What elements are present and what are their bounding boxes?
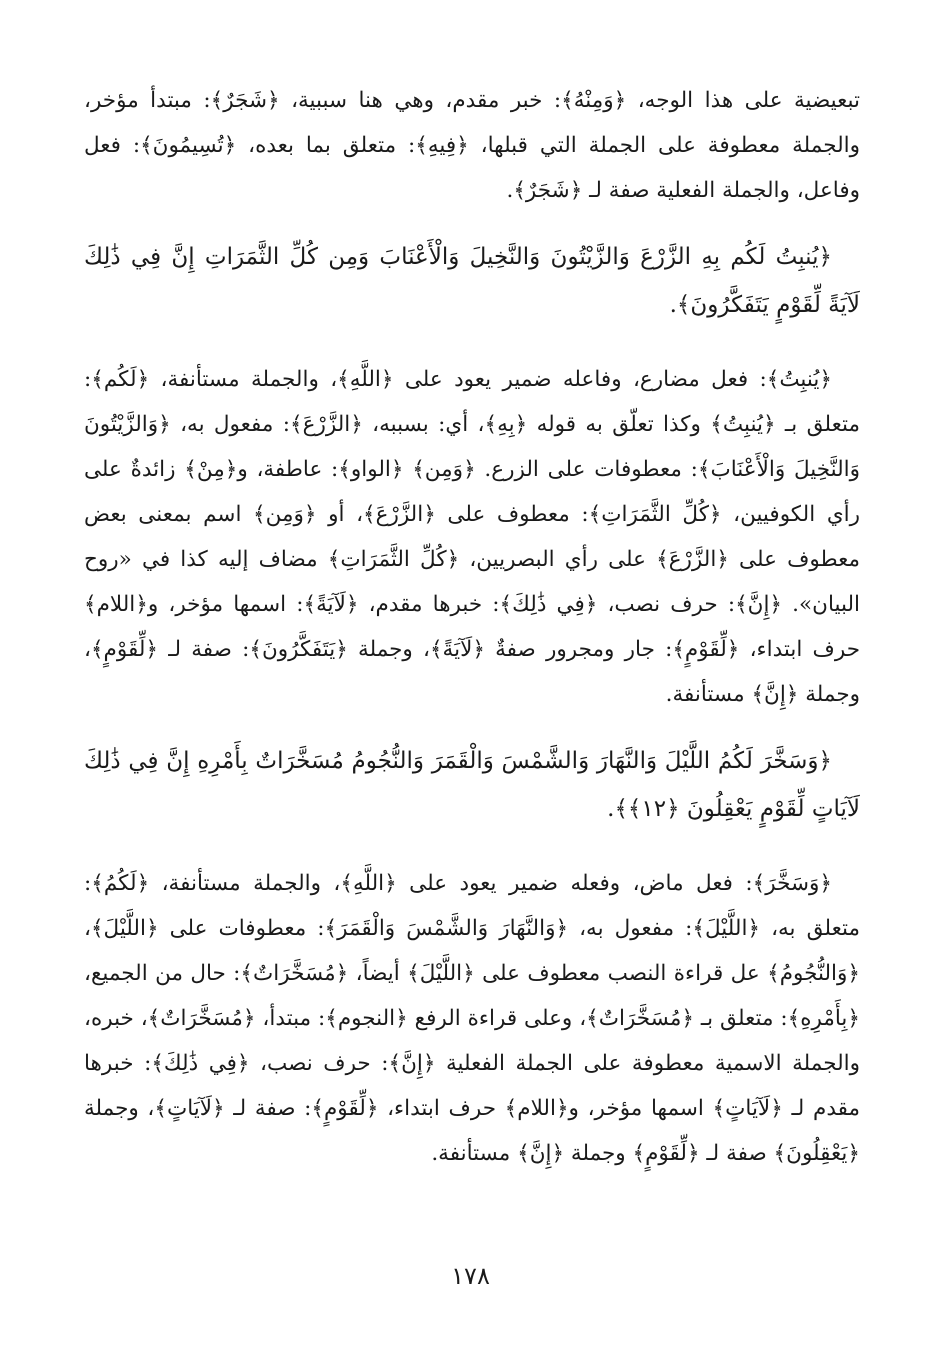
spacer	[84, 213, 860, 233]
spacer	[84, 833, 860, 861]
commentary-paragraph-1: تبعيضية على هذا الوجه، ﴿وَمِنْهُ﴾: خبر مقدم، وهي هنا سببية، ﴿شَجَرٌ﴾: مبتدأ مؤخر، والجملة معطوفة على الجملة التي قبلها، ﴿فِيهِ﴾: متعلق بما بعده، ﴿تُسِيمُونَ﴾: فعل وفاعل، والجملة الفعلية صفة لـ ﴿شَجَرٌ﴾.	[84, 88, 860, 203]
spacer	[84, 329, 860, 357]
page-number: ١٧٨	[451, 1262, 490, 1290]
spacer	[84, 717, 860, 737]
commentary-paragraph-3: ﴿وَسَخَّرَ﴾: فعل ماض، وفعله ضمير يعود على ﴿اللَّهِ﴾، والجملة مستأنفة، ﴿لَكُمُ﴾: متعلق به، ﴿اللَّيْلَ﴾: مفعول به، ﴿وَالنَّهَارَ وَالشَّمْسَ وَالْقَمَرَ﴾: معطوفات على ﴿اللَّيْلَ﴾، ﴿وَالنُّجُومُ﴾ عل قراءة النصب معطوف على ﴿اللَّيْلَ﴾ أيضاً، ﴿مُسَخَّرَاتٌ﴾: حال من الجميع، ﴿بِأَمْرِهِ﴾: متعلق بـ ﴿مُسَخَّرَاتٌ﴾، وعلى قراءة الرفع ﴿النجوم﴾: مبتدأ، ﴿مُسَخَّرَاتٌ﴾، خبره، والجملة الاسمية معطوفة على الجملة الفعلية ﴿إِنَّ﴾: حرف نصب، ﴿فِي ذَٰلِكَ﴾: خبرها مقدم لـ ﴿لَآيَاتٍ﴾ اسمها مؤخر، و﴿اللام﴾ حرف ابتداء، ﴿لِّقَوْمٍ﴾: صفة لـ ﴿لَآيَاتٍ﴾، وجملة ﴿يَعْقِلُونَ﴾ صفة لـ ﴿لِّقَوْمٍ﴾ وجملة ﴿إِنَّ﴾ مستأنفة.	[84, 871, 860, 1166]
commentary-paragraph-2: ﴿يُنبِتُ﴾: فعل مضارع، وفاعله ضمير يعود على ﴿اللَّهِ﴾، والجملة مستأنفة، ﴿لَكُم﴾: متعلق بـ ﴿يُنبِتُ﴾ وكذا تعلّق به قوله ﴿بِهِ﴾، أي: بسببه، ﴿الزَّرْعَ﴾: مفعول به، ﴿وَالزَّيْتُونَ وَالنَّخِيلَ وَالْأَعْنَابَ﴾: معطوفات على الزرع. ﴿وَمِن﴾ ﴿الواو﴾: عاطفة، و﴿مِنْ﴾ زائدةٌ على رأي الكوفيين، ﴿كُلِّ الثَّمَرَاتِ﴾: معطوف على ﴿الزَّرْعَ﴾، أو ﴿وَمِن﴾ اسم بمعنى بعض معطوف على ﴿الزَّرْعَ﴾ على رأي البصريين، ﴿كُلِّ الثَّمَرَاتِ﴾ مضاف إليه كذا في «روح البيان». ﴿إِنَّ﴾: حرف نصب، ﴿فِي ذَٰلِكَ﴾: خبرها مقدم، ﴿لَآيَةً﴾: اسمها مؤخر، و﴿اللام﴾ حرف ابتداء، ﴿لِّقَوْمٍ﴾: جار ومجرور صفةٌ ﴿لَآيَةً﴾، وجملة ﴿يَتَفَكَّرُونَ﴾: صفة لـ ﴿لِّقَوْمٍ﴾، وجملة ﴿إِنَّ﴾ مستأنفة.	[84, 367, 860, 707]
page-body	[84, 78, 860, 1176]
quran-verse-12: ﴿وَسَخَّرَ لَكُمُ اللَّيْلَ وَالنَّهَارَ وَالشَّمْسَ وَالْقَمَرَ وَالنُّجُومُ مُسَخَّرَاتٌ بِأَمْرِهِ إِنَّ فِي ذَٰلِكَ لَآيَاتٍ لِّقَوْمٍ يَعْقِلُونَ ﴿١٢﴾﴾.	[84, 748, 860, 822]
quran-verse-11: ﴿يُنبِتُ لَكُم بِهِ الزَّرْعَ وَالزَّيْتُونَ وَالنَّخِيلَ وَالْأَعْنَابَ وَمِن كُلِّ الثَّمَرَاتِ إِنَّ فِي ذَٰلِكَ لَآيَةً لِّقَوْمٍ يَتَفَكَّرُونَ﴾.	[84, 244, 860, 318]
